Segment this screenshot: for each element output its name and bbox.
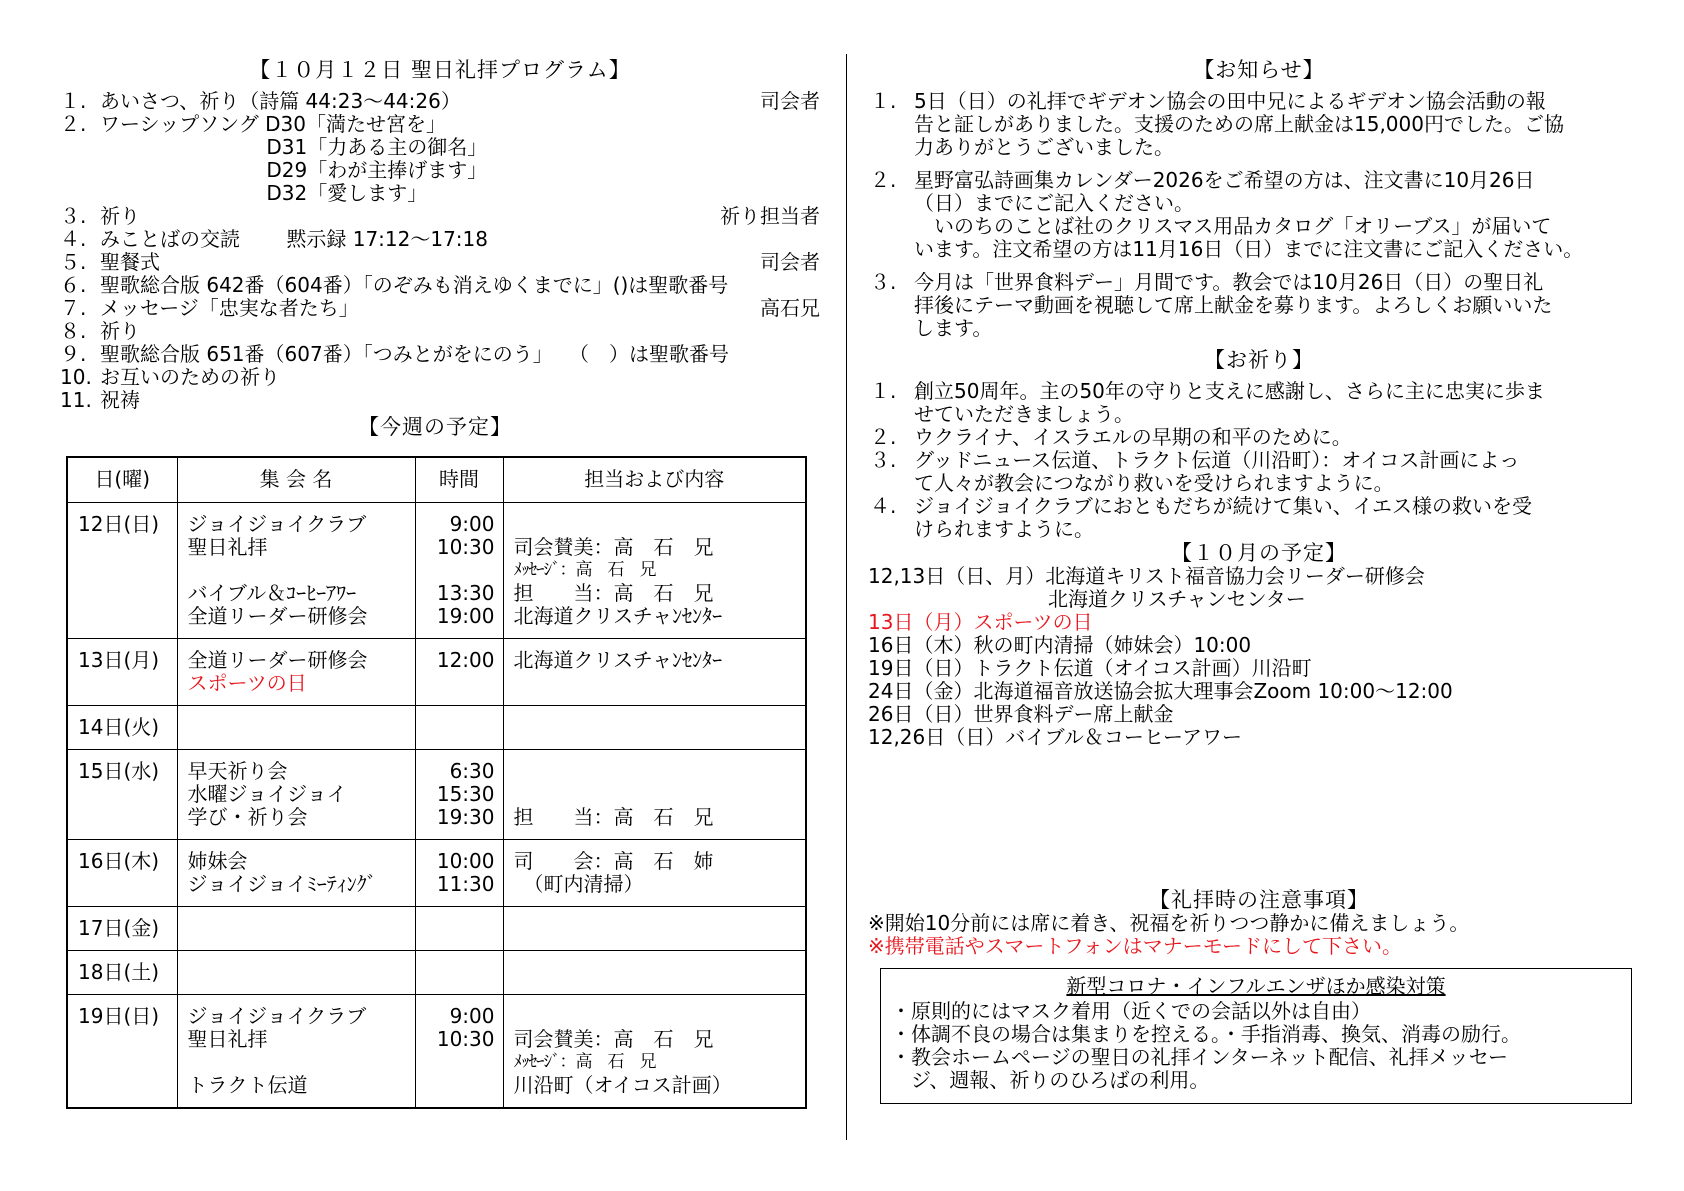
meeting-name xyxy=(188,559,407,582)
prayers-item-line: グッドニュース伝道、トラクト伝道（川沿町）：オイコス計画によっ xyxy=(914,448,1520,472)
meeting-time xyxy=(426,1051,495,1074)
meeting-detail: 司会賛美：高 石 兄 xyxy=(513,1026,714,1051)
meeting-cell xyxy=(177,906,415,950)
infection-control-box xyxy=(880,968,1632,1104)
schedule-title: 【今週の予定】 xyxy=(358,415,512,439)
announcements-item-number: ３. xyxy=(870,270,897,294)
prayers-item-number: ４. xyxy=(870,494,897,518)
program-item-number xyxy=(60,159,100,182)
details-cell xyxy=(503,749,806,839)
table-row xyxy=(67,638,806,705)
meeting-time: 15:30 xyxy=(436,781,495,806)
table-row xyxy=(67,950,806,994)
prayers-title: 【お祈り】 xyxy=(1204,348,1314,372)
day-label: 17日(金) xyxy=(78,915,160,940)
program-item-number: ６. xyxy=(60,273,87,297)
program-item-text: 祈り xyxy=(100,204,140,228)
prayers-item-body xyxy=(914,495,1648,541)
october-schedule-line: 19日（日）トラクト伝道（オイコス計画）川沿町 xyxy=(868,656,1312,680)
program-item xyxy=(60,251,820,274)
details-cell xyxy=(503,839,806,906)
announcements-item xyxy=(870,271,1648,340)
meeting-time xyxy=(426,917,495,940)
meeting-time xyxy=(426,672,495,695)
program-item-text: みことばの交読 黙示録 17:12～17:18 xyxy=(100,227,488,251)
program-item-text: ワーシップソング D30「満たせ宮を」 xyxy=(100,112,447,136)
announcements-item-body xyxy=(914,90,1648,159)
time-cell xyxy=(415,994,503,1108)
table-row xyxy=(67,502,806,638)
time-cell xyxy=(415,749,503,839)
day-cell xyxy=(67,950,177,994)
program-item-number xyxy=(60,136,100,159)
meeting-time: 12:00 xyxy=(436,647,495,672)
meeting-name: 姉妹会 xyxy=(187,848,248,873)
meeting-time: 9:00 xyxy=(449,1003,495,1028)
meeting-detail: 担 当：高 石 兄 xyxy=(513,580,714,605)
program-item-number xyxy=(60,182,100,205)
program-item-number: ４. xyxy=(60,227,87,251)
announcements-item-line: 告と証しがありました。支援のための席上献金は15,000円でした。ご協 xyxy=(914,112,1564,136)
meeting-detail: （町内清掃） xyxy=(513,871,644,896)
infection-line: ・原則的にはマスク着用（近くでの会話以外は自由） xyxy=(891,999,1371,1023)
announcements-item-line: います。注文希望の方は11月16日（日）までに注文書にご記入ください。 xyxy=(914,237,1584,261)
day-label: 15日(水) xyxy=(78,758,160,783)
october-schedule-line: 13日（月）スポーツの日 xyxy=(868,610,1093,634)
program-item xyxy=(60,297,820,320)
weekly-schedule-table xyxy=(66,456,807,1109)
program-item-text: D32「愛します」 xyxy=(100,181,428,205)
announcements-list xyxy=(870,90,1648,340)
announcements-item xyxy=(870,90,1648,159)
meeting-detail xyxy=(514,917,798,940)
meeting-name: ジョイジョイクラブ xyxy=(187,511,367,536)
meeting-name: ジョイジョイクラブ xyxy=(187,1003,367,1028)
program-item-number: ９. xyxy=(60,342,87,366)
program-item-text: 祝祷 xyxy=(100,388,140,412)
prayers-item-body xyxy=(914,380,1648,426)
prayers-item-number: ２. xyxy=(870,425,897,449)
meeting-detail: 担 当：高 石 兄 xyxy=(513,804,714,829)
meeting-name: スポーツの日 xyxy=(187,670,307,695)
meeting-name: トラクト伝道 xyxy=(187,1072,308,1097)
details-cell xyxy=(503,906,806,950)
details-cell xyxy=(503,994,806,1108)
program-title: 【１０月１２日 聖日礼拝プログラム】 xyxy=(249,58,631,82)
meeting-detail: 司会賛美：高 石 兄 xyxy=(513,534,714,559)
meeting-name: 全道リーダー研修会 xyxy=(187,603,368,628)
meeting-cell xyxy=(177,950,415,994)
meeting-cell xyxy=(177,994,415,1108)
notes-line-2: ※携帯電話やスマートフォンはマナーモードにして下さい。 xyxy=(868,934,1402,958)
prayers-item-line: けられますように。 xyxy=(914,517,1094,541)
announcements-title: 【お知らせ】 xyxy=(1193,58,1325,82)
day-label: 14日(火) xyxy=(78,714,160,739)
notes-line-1: ※開始10分前には席に着き、祝福を祈りつつ静かに備えましょう。 xyxy=(868,911,1470,935)
meeting-name xyxy=(188,1051,407,1074)
day-label: 19日(日) xyxy=(78,1003,160,1028)
october-title: 【１０月の予定】 xyxy=(1171,541,1347,565)
day-cell xyxy=(67,638,177,705)
meeting-name: 学び・祈り会 xyxy=(187,804,308,829)
program-item-text: 聖餐式 xyxy=(100,250,160,274)
meeting-time: 13:30 xyxy=(436,580,495,605)
meeting-detail: ﾒｯｾｰｼﾞ：高 石 兄 xyxy=(513,1051,656,1072)
time-cell xyxy=(415,638,503,705)
program-item-number: ５. xyxy=(60,250,87,274)
prayers-item-number: １. xyxy=(870,379,897,403)
infection-line: ・教会ホームページの聖日の礼拝インターネット配信、礼拝メッセー xyxy=(891,1045,1508,1069)
prayers-item xyxy=(870,495,1648,541)
meeting-cell xyxy=(177,839,415,906)
time-cell xyxy=(415,839,503,906)
announcements-item-body xyxy=(914,271,1648,340)
header-meeting: 集 会 名 xyxy=(177,457,415,502)
meeting-detail xyxy=(514,513,798,536)
details-cell xyxy=(503,705,806,749)
program-item-number: ３. xyxy=(60,204,87,228)
prayers-item xyxy=(870,449,1648,495)
meeting-name xyxy=(188,716,407,739)
prayers-item xyxy=(870,426,1648,449)
program-item-text: D29「わが主捧げます」 xyxy=(100,158,488,182)
meeting-name: ジョイジョイﾐｰﾃｨﾝｸﾞ xyxy=(187,871,377,896)
program-item-text: あいさつ、祈り（詩篇 44:23～44:26） xyxy=(100,89,461,113)
time-cell xyxy=(415,502,503,638)
time-cell xyxy=(415,705,503,749)
infection-line: ・体調不良の場合は集まりを控える。・手指消毒、換気、消毒の励行。 xyxy=(891,1022,1521,1046)
meeting-name: 早天祈り会 xyxy=(187,758,288,783)
prayers-item-line: ジョイジョイクラブにおともだちが続けて集い、イエス様の救いを受 xyxy=(914,494,1532,518)
meeting-cell xyxy=(177,749,415,839)
meeting-name: バイブル＆ｺｰﾋｰｱﾜｰ xyxy=(187,580,357,605)
day-label: 13日(月) xyxy=(78,647,160,672)
program-item-number: １. xyxy=(60,89,87,113)
meeting-time xyxy=(426,559,495,582)
meeting-name xyxy=(188,917,407,940)
program-item-role: 司会者 xyxy=(760,250,820,274)
day-label: 12日(日) xyxy=(78,511,160,536)
meeting-time: 19:00 xyxy=(436,603,495,628)
meeting-detail: ﾒｯｾｰｼﾞ：高 石 兄 xyxy=(513,559,656,580)
meeting-cell xyxy=(177,502,415,638)
program-item xyxy=(60,136,820,159)
day-label: 16日(木) xyxy=(78,848,160,873)
program-item-text: お互いのための祈り xyxy=(100,365,280,389)
meeting-time: 6:30 xyxy=(449,758,495,783)
october-schedule xyxy=(868,565,1648,749)
october-schedule-line: 12,26日（日）バイブル＆コーヒーアワー xyxy=(868,725,1243,749)
header-day: 日(曜) xyxy=(67,457,177,502)
infection-line: ジ、週報、祈りのひろばの利用。 xyxy=(891,1068,1210,1092)
meeting-detail: 北海道クリスチャﾝｾﾝﾀｰ xyxy=(513,603,723,628)
table-row xyxy=(67,705,806,749)
program-item xyxy=(60,274,820,297)
program-item-number: 10. xyxy=(60,365,92,389)
meeting-name xyxy=(188,961,407,984)
prayers-item-number: ３. xyxy=(870,448,897,472)
program-item-text: メッセージ「忠実な者たち」 xyxy=(100,296,359,320)
column-divider xyxy=(846,54,847,1140)
prayers-item xyxy=(870,380,1648,426)
program-item-text: 聖歌総合版 642番（604番）「のぞみも消えゆくまでに」()は聖歌番号 xyxy=(100,273,729,297)
meeting-detail xyxy=(514,760,798,783)
notes-section xyxy=(870,888,1648,958)
header-time: 時間 xyxy=(415,457,503,502)
program-item-role: 祈り担当者 xyxy=(720,204,820,228)
october-schedule-line: 12,13日（日、月）北海道キリスト福音協力会リーダー研修会 xyxy=(868,564,1425,588)
program-item xyxy=(60,182,820,205)
header-details: 担当および内容 xyxy=(503,457,806,502)
meeting-name: 水曜ジョイジョイ xyxy=(187,781,347,806)
program-item xyxy=(60,159,820,182)
details-cell xyxy=(503,502,806,638)
meeting-detail: 川沿町（オイコス計画） xyxy=(513,1072,732,1097)
program-item-role: 司会者 xyxy=(760,89,820,113)
announcements-item-number: １. xyxy=(870,89,897,113)
prayers-item-line: て人々が教会につながり救いを受けられますように。 xyxy=(914,471,1394,495)
program-item xyxy=(60,343,820,366)
time-cell xyxy=(415,906,503,950)
meeting-cell xyxy=(177,705,415,749)
program-item-text: 祈り xyxy=(100,319,140,343)
program-item-number: ７. xyxy=(60,296,87,320)
meeting-time xyxy=(426,961,495,984)
meeting-detail xyxy=(514,961,798,984)
program-item-number: ８. xyxy=(60,319,87,343)
announcements-item-number: ２. xyxy=(870,168,897,192)
announcements-item-line: 5日（日）の礼拝でギデオン協会の田中兄によるギデオン協会活動の報 xyxy=(914,89,1546,113)
announcements-item-line: 今月は「世界食料デー」月間です。教会では10月26日（日）の聖日礼 xyxy=(914,270,1544,294)
october-schedule-line: 26日（日）世界食料デー席上献金 xyxy=(868,702,1174,726)
day-cell xyxy=(67,749,177,839)
prayers-list xyxy=(870,380,1648,541)
meeting-time: 9:00 xyxy=(449,511,495,536)
meeting-time: 19:30 xyxy=(436,804,495,829)
october-schedule-line: 北海道クリスチャンセンター xyxy=(868,587,1306,611)
meeting-cell xyxy=(177,638,415,705)
program-item-role: 高石兄 xyxy=(760,296,820,320)
table-header-row xyxy=(67,457,806,502)
meeting-detail xyxy=(514,716,798,739)
meeting-time: 11:30 xyxy=(436,871,495,896)
day-cell xyxy=(67,839,177,906)
right-column xyxy=(870,58,1648,749)
table-row xyxy=(67,906,806,950)
meeting-time xyxy=(426,1074,495,1097)
meeting-time: 10:30 xyxy=(436,534,495,559)
meeting-time xyxy=(426,716,495,739)
announcements-item-line: いのちのことば社のクリスマス用品カタログ「オリーブス」が届いて xyxy=(914,214,1552,238)
table-row xyxy=(67,839,806,906)
day-cell xyxy=(67,502,177,638)
details-cell xyxy=(503,638,806,705)
october-schedule-line: 24日（金）北海道福音放送協会拡大理事会Zoom 10:00～12:00 xyxy=(868,679,1453,703)
table-row xyxy=(67,994,806,1108)
meeting-name: 全道リーダー研修会 xyxy=(187,647,368,672)
table-row xyxy=(67,749,806,839)
announcements-item-line: 拝後にテーマ動画を視聴して席上献金を募ります。よろしくお願いいた xyxy=(914,293,1553,317)
prayers-item-body xyxy=(914,449,1648,495)
prayers-item-line: 創立50周年。主の50年の守りと支えに感謝し、さらに主に忠実に歩ま xyxy=(914,379,1545,403)
announcements-item-body xyxy=(914,169,1648,261)
program-item xyxy=(60,228,820,251)
program-item xyxy=(60,113,820,136)
prayers-item-line: ウクライナ、イスラエルの早期の和平のために。 xyxy=(914,425,1352,449)
program-item-number: ２. xyxy=(60,112,87,136)
prayers-item-line: せていただきましょう。 xyxy=(914,402,1134,426)
meeting-detail xyxy=(514,672,798,695)
day-cell xyxy=(67,906,177,950)
meeting-name: 聖日礼拝 xyxy=(187,1026,268,1051)
program-item xyxy=(60,389,820,412)
prayers-item-body xyxy=(914,426,1648,449)
day-cell xyxy=(67,994,177,1108)
announcements-item-line: します。 xyxy=(914,316,993,340)
october-schedule-line: 16日（木）秋の町内清掃（姉妹会）10:00 xyxy=(868,633,1252,657)
program-item-text: 聖歌総合版 651番（607番）「つみとがをにのう」 （ ）は聖歌番号 xyxy=(100,342,730,366)
program-item xyxy=(60,320,820,343)
announcements-item xyxy=(870,169,1648,261)
announcements-item-line: 力ありがとうございました。 xyxy=(914,135,1174,159)
meeting-time: 10:00 xyxy=(436,848,495,873)
day-label: 18日(土) xyxy=(78,959,160,984)
meeting-detail xyxy=(514,1005,798,1028)
meeting-name: 聖日礼拝 xyxy=(187,534,268,559)
meeting-detail: 北海道クリスチャﾝｾﾝﾀｰ xyxy=(513,647,723,672)
details-cell xyxy=(503,950,806,994)
day-cell xyxy=(67,705,177,749)
meeting-time: 10:30 xyxy=(436,1026,495,1051)
meeting-detail: 司 会：高 石 姉 xyxy=(513,848,714,873)
meeting-detail xyxy=(514,783,798,806)
left-column xyxy=(60,58,820,439)
program-item xyxy=(60,205,820,228)
program-list xyxy=(60,90,820,412)
announcements-item-line: （日）までにご記入ください。 xyxy=(914,191,1194,215)
notes-title: 【礼拝時の注意事項】 xyxy=(1149,888,1369,912)
infection-control-title: 新型コロナ・インフルエンザほか感染対策 xyxy=(1066,974,1446,998)
announcements-item-line: 星野富弘詩画集カレンダー2026をご希望の方は、注文書に10月26日 xyxy=(914,168,1535,192)
time-cell xyxy=(415,950,503,994)
program-item xyxy=(60,90,820,113)
program-item xyxy=(60,366,820,389)
program-item-number: 11. xyxy=(60,388,92,412)
program-item-text: D31「力ある主の御名」 xyxy=(100,135,488,159)
